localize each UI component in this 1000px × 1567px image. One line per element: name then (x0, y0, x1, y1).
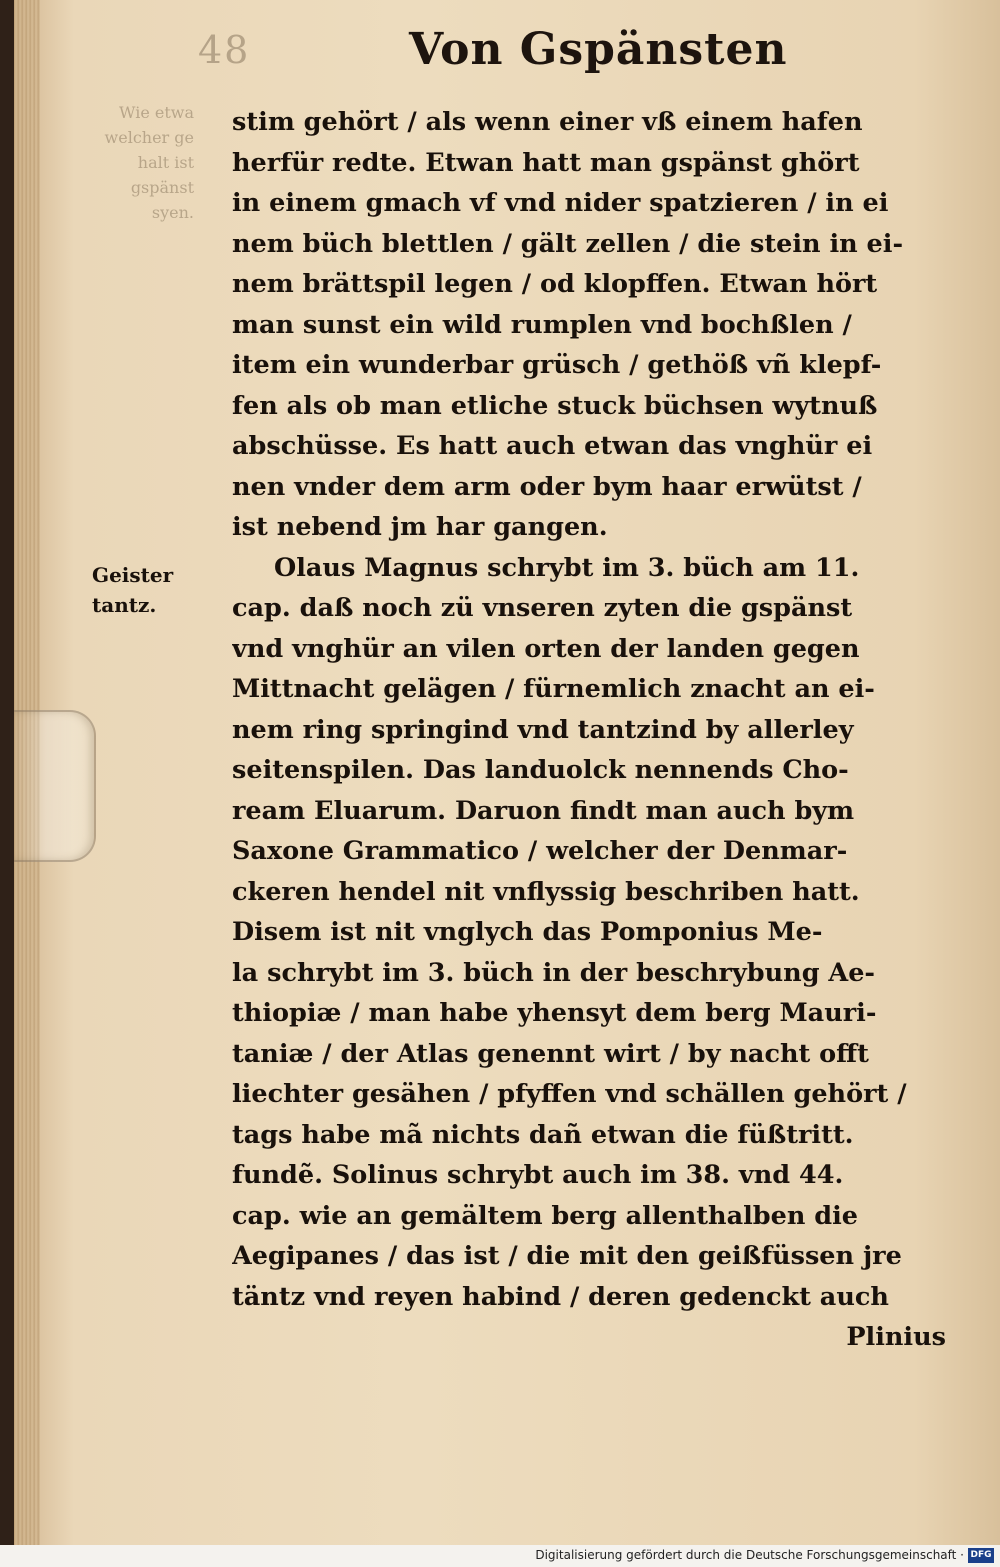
text-line: nen vnder dem arm oder bym haar erwütst / (232, 471, 862, 502)
page-clip (14, 710, 96, 862)
text-line: liechter gesähen / pfyffen vnd schällen gehört / (232, 1079, 907, 1109)
marginal-note-line: Geister (92, 563, 174, 587)
book-page (14, 0, 1000, 1545)
text-line: nem brättspil legen / od klopffen. Etwan hört (232, 269, 878, 299)
text-line: abschüsse. Es hatt auch etwan das vnghür ei (232, 431, 873, 461)
text-line: tags habe mã nichts dañ etwan die füßtritt. (232, 1119, 854, 1150)
text-line: la schrybt im 3. büch in der beschrybung Ae- (232, 957, 876, 988)
text-line: Mittnacht gelägen / fürnemlich znacht an ei- (232, 674, 875, 704)
text-line: nem ring springind vnd tantzind by allerley (232, 714, 854, 745)
text-line: ist nebend jm har gangen. (232, 512, 608, 542)
text-line: nem büch blettlen / gält zellen / die stein in ei- (232, 228, 904, 259)
marginal-note-line: tantz. (92, 593, 157, 617)
text-line: herfür redte. Etwan hatt man gspänst ghört (232, 147, 860, 178)
text-line: fen als ob man etliche stuck büchsen wytnuß (232, 390, 878, 421)
text-line: in einem gmach vf vnd nider spatzieren / in ei (232, 188, 889, 218)
text-line: Saxone Grammatico / welcher der Denmar- (232, 836, 848, 866)
text-line: cap. wie an gemältem berg allenthalben die (232, 1200, 859, 1231)
text-line: Aegipanes / das ist / die mit den geißfüssen jre (232, 1241, 902, 1271)
marginal-note (92, 560, 202, 620)
digitization-credit: Digitalisierung gefördert durch die Deutsche Forschungsgemeinschaft · (535, 1548, 964, 1562)
text-line: stim gehört / als wenn einer vß einem hafen (232, 107, 863, 137)
text-line: seitenspilen. Das landuolck nennends Cho- (232, 755, 849, 785)
main-text-block (232, 102, 954, 1358)
running-head: Von Gspänsten (409, 24, 788, 75)
text-line: cap. daß noch zü vnseren zyten die gspänst (232, 593, 853, 623)
text-line: täntz vnd reyen habind / deren gedenckt auch (232, 1281, 889, 1312)
text-line: vnd vnghür an vilen orten der landen gegen (232, 633, 860, 664)
page-number: 48 (198, 28, 251, 72)
text-line: Disem ist nit vnglych das Pomponius Me- (232, 917, 823, 947)
text-line: ckeren hendel nit vnflyssig beschriben hatt. (232, 876, 860, 907)
text-line: fundẽ. Solinus schrybt auch im 38. vnd 44. (232, 1160, 844, 1190)
footer-bar (0, 1545, 1000, 1567)
text-line: Olaus Magnus schrybt im 3. büch am 11. (274, 552, 860, 583)
text-line: taniæ / der Atlas genennt wirt / by nacht offt (232, 1038, 869, 1069)
text-line: thiopiæ / man habe yhensyt dem berg Mauri- (232, 998, 877, 1028)
dfg-logo: DFG (968, 1548, 994, 1563)
text-line: Plinius (846, 1322, 946, 1352)
text-line: item ein wunderbar grüsch / gethöß vñ klepf- (232, 350, 882, 380)
text-line: ream Eluarum. Daruon findt man auch bym (232, 795, 855, 826)
bleed-through-text: Wie etwa welcher ge halt ist gspänst syen. (104, 103, 194, 222)
text-line: man sunst ein wild rumplen vnd bochßlen / (232, 309, 852, 340)
